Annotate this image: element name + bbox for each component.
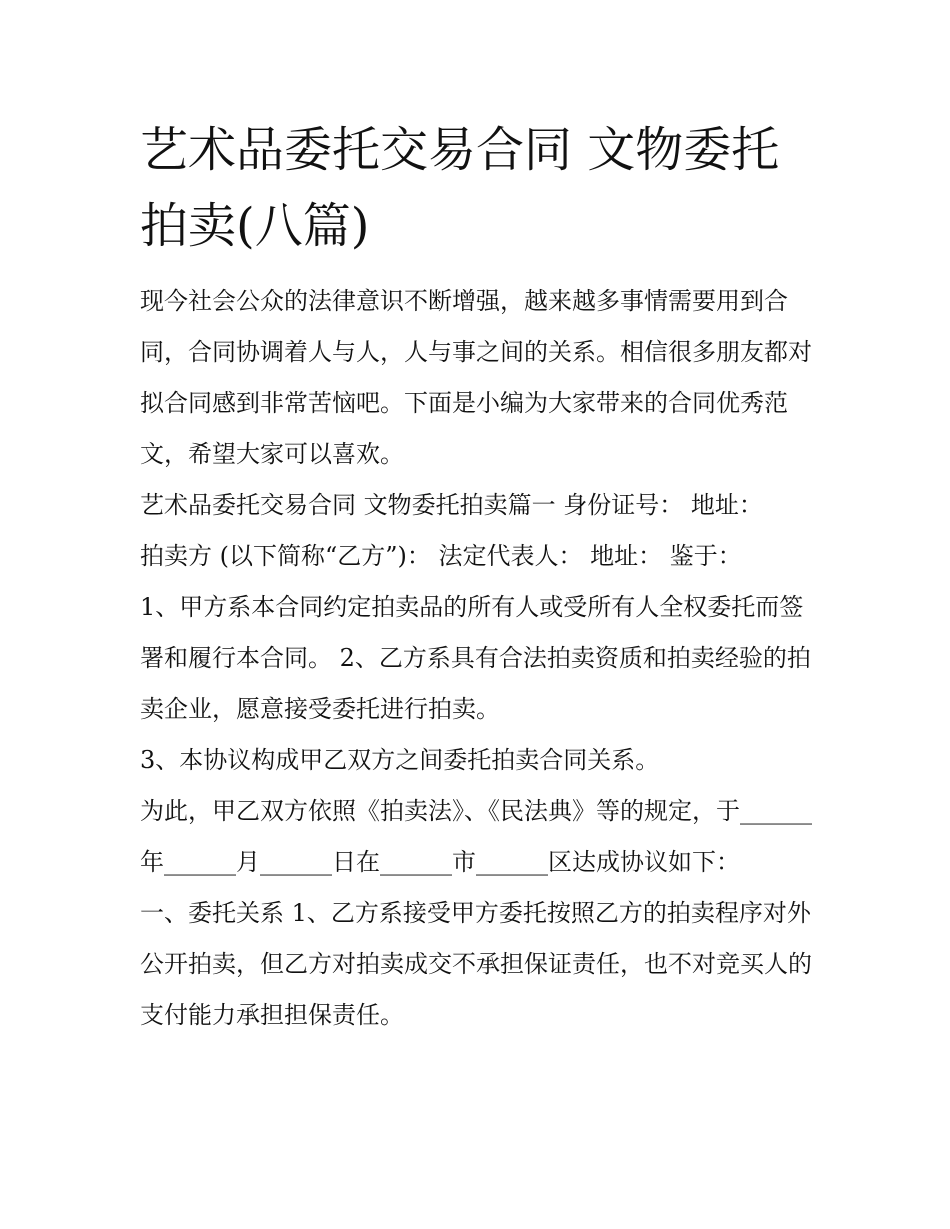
paragraph-agreement-date: 为此，甲乙双方依照《拍卖法》、《民法典》等的规定，于______年______月______日在______市______区达成协议如下： [140, 797, 812, 876]
paragraph-clause-3: 3、本协议构成甲乙双方之间委托拍卖合同关系。 [140, 746, 660, 774]
paragraph-clause-1-2: 1、甲方系本合同约定拍卖品的所有人或受所有人全权委托而签署和履行本合同。 2、乙方系具有合法拍卖资质和拍卖经验的拍卖企业，愿意接受委托进行拍卖。 [140, 593, 811, 723]
paragraph-entrust-relation: 一、委托关系 1、乙方系接受甲方委托按照乙方的拍卖程序对外公开拍卖，但乙方对拍卖成交不承担保证责任，也不对竞买人的支付能力承担担保责任。 [140, 899, 812, 1029]
document-body [140, 276, 820, 1041]
document-title: 艺术品委托交易合同 文物委托拍卖(八篇) [140, 122, 780, 254]
paragraph-auctioneer: 拍卖方 (以下简称“乙方”)： 法定代表人： 地址： 鉴于： [140, 542, 742, 570]
paragraph-intro: 现今社会公众的法律意识不断增强，越来越多事情需要用到合同，合同协调着人与人，人与事之间的关系。相信很多朋友都对拟合同感到非常苦恼吧。下面是小编为大家带来的合同优秀范文，希望大家可以喜欢。 [140, 287, 812, 468]
paragraph-heading-one: 艺术品委托交易合同 文物委托拍卖篇一 身份证号： 地址： [140, 491, 763, 519]
